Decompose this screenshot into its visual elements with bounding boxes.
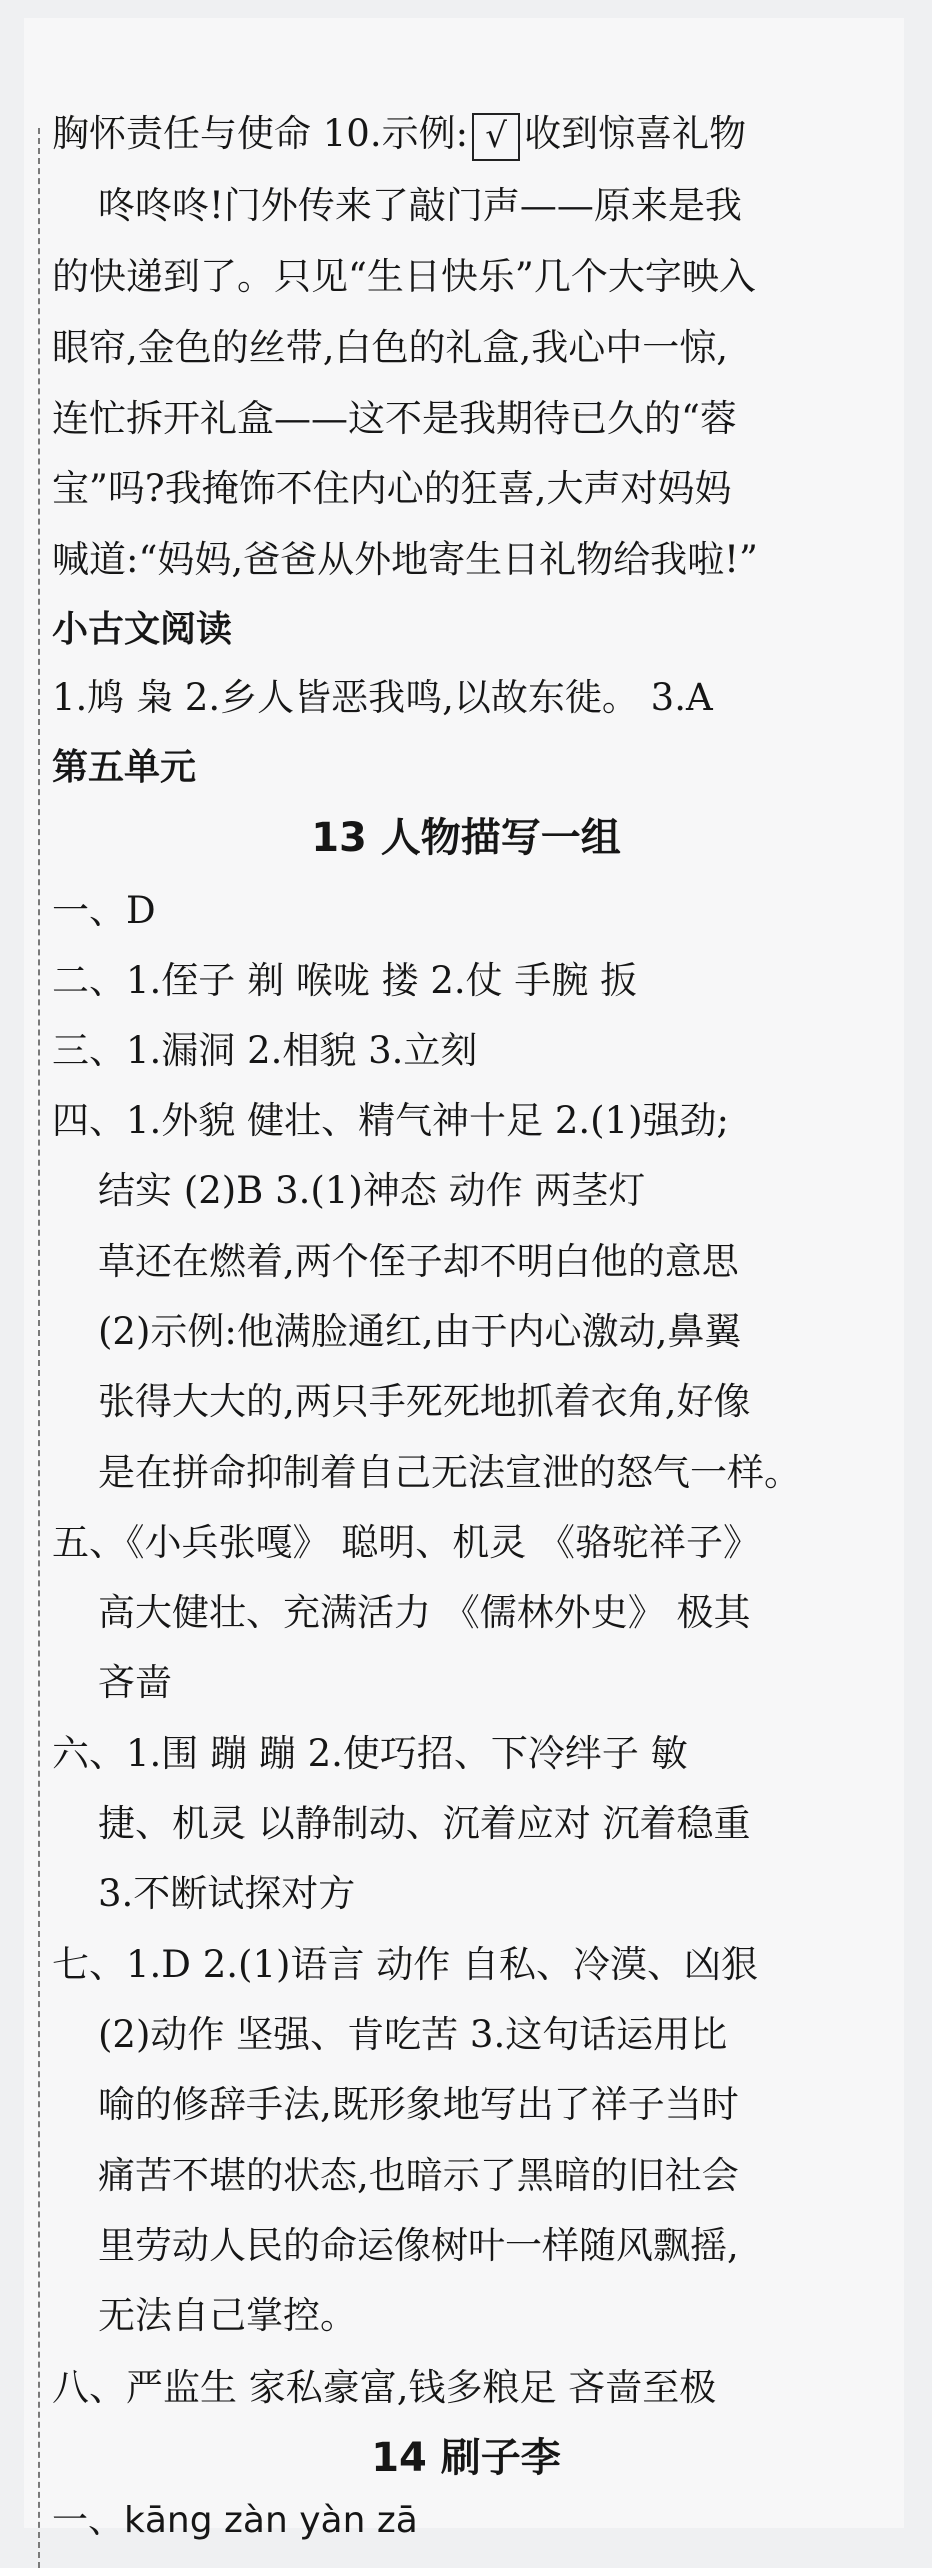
unit-heading: 第五单元 — [52, 747, 197, 788]
line-16: 张得大大的,两只手死死地抓着衣角,好像 — [98, 1380, 751, 1423]
line-25: (2)动作 坚强、肯吃苦 3.这句话运用比 — [98, 2013, 728, 2056]
dashed-cut-line — [38, 128, 40, 2568]
checkbox-checked-icon: √ — [472, 113, 520, 161]
line-18: 五、《小兵张嘎》 聪明、机灵 《骆驼祥子》 — [52, 1521, 761, 1564]
pinyin-line: 一、kāng zàn yàn zā — [52, 2500, 418, 2541]
line-8: 1.鸠 枭 2.乡人皆恶我鸣,以故东徙。 3.A — [52, 676, 713, 719]
line-2: 咚咚咚!门外传来了敲门声——原来是我 — [98, 184, 742, 227]
line-9: 一、D — [52, 889, 156, 932]
line-10: 二、1.侄子 剃 喉咙 搂 2.仗 手腕 扳 — [52, 959, 638, 1002]
line-11: 三、1.漏洞 2.相貌 3.立刻 — [52, 1029, 478, 1072]
line-29: 无法自己掌控。 — [98, 2294, 357, 2337]
section-heading-xiaoguwen: 小古文阅读 — [52, 609, 233, 650]
line-22: 捷、机灵 以静制动、沉着应对 沉着稳重 — [98, 1802, 751, 1845]
line-12: 四、1.外貌 健壮、精气神十足 2.(1)强劲; — [52, 1099, 730, 1142]
line-5: 连忙拆开礼盒——这不是我期待已久的“蓉 — [52, 397, 737, 440]
line-4: 眼帘,金色的丝带,白色的礼盒,我心中一惊, — [52, 326, 729, 369]
line-1: 胸怀责任与使命 10.示例: √ 收到惊喜礼物 — [52, 108, 746, 161]
lesson-title-13: 13 人物描写一组 — [311, 815, 621, 861]
line-30: 八、严监生 家私豪富,钱多粮足 吝啬至极 — [52, 2366, 717, 2409]
line-26: 喻的修辞手法,既形象地写出了祥子当时 — [98, 2083, 739, 2126]
line-6: 宝”吗?我掩饰不住内心的狂喜,大声对妈妈 — [52, 467, 732, 510]
line-15: (2)示例:他满脸通红,由于内心激动,鼻翼 — [98, 1310, 742, 1353]
lesson-title-14: 14 刷子李 — [371, 2435, 561, 2481]
line-20: 吝啬 — [98, 1661, 172, 1704]
line-28: 里劳动人民的命运像树叶一样随风飘摇, — [98, 2224, 739, 2267]
line-24: 七、1.D 2.(1)语言 动作 自私、冷漠、凶狠 — [52, 1943, 758, 1986]
line-13: 结实 (2)B 3.(1)神态 动作 两茎灯 — [98, 1169, 646, 1212]
line-23: 3.不断试探对方 — [98, 1872, 356, 1915]
line-3: 的快递到了。只见“生日快乐”几个大字映入 — [52, 255, 756, 298]
line-17: 是在拼命抑制着自己无法宣泄的怒气一样。 — [98, 1451, 801, 1494]
line-14: 草还在燃着,两个侄子却不明白他的意思 — [98, 1240, 739, 1283]
line-27: 痛苦不堪的状态,也暗示了黑暗的旧社会 — [98, 2154, 739, 2197]
line-21: 六、1.围 蹦 蹦 2.使巧招、下冷绊子 敏 — [52, 1732, 688, 1775]
line-19: 高大健壮、充满活力 《儒林外史》 极其 — [98, 1591, 751, 1634]
line-7: 喊道:“妈妈,爸爸从外地寄生日礼物给我啦!” — [52, 538, 758, 581]
